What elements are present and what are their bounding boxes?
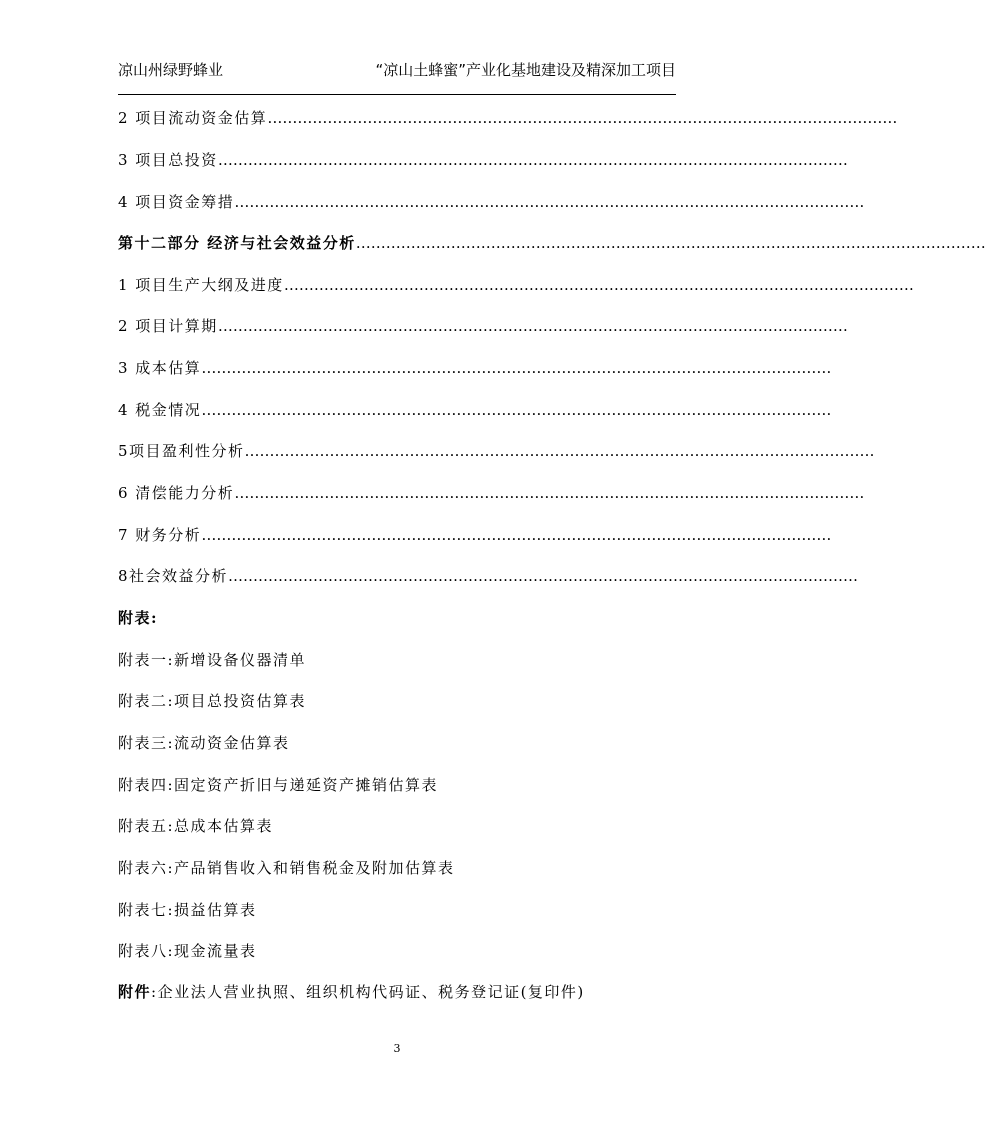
- page-header: [118, 56, 676, 95]
- appendix-item[interactable]: 附表三:流动资金估算表: [118, 734, 290, 752]
- appendix-item[interactable]: 附表八:现金流量表: [118, 942, 257, 960]
- toc-entry[interactable]: [118, 148, 848, 172]
- toc-entry[interactable]: [118, 481, 865, 505]
- toc-leader-dots: ………………………………………………………………………………………………………………: [244, 442, 875, 460]
- toc-entry-title: 8社会效益分析: [118, 567, 229, 585]
- appendix-item[interactable]: 附表四:固定资产折旧与递延资产摊销估算表: [118, 776, 439, 794]
- toc-entry-title: 7 财务分析: [118, 526, 202, 544]
- header-project-title: “凉山土蜂蜜”产业化基地建设及精深加工项目: [375, 61, 676, 79]
- toc-leader-dots: ………………………………………………………………………………………………………………: [355, 234, 986, 252]
- appendix-item[interactable]: 附表六:产品销售收入和销售税金及附加估算表: [118, 859, 455, 877]
- toc-leader-dots: ………………………………………………………………………………………………………………: [217, 317, 848, 335]
- toc-leader-dots: ………………………………………………………………………………………………………………: [267, 109, 898, 127]
- attachment-label: 附件: [118, 983, 152, 1001]
- toc-section-entry[interactable]: [118, 231, 986, 255]
- toc-leader-dots: ………………………………………………………………………………………………………………: [201, 359, 832, 377]
- toc-entry[interactable]: [118, 439, 875, 463]
- attachment-text: :企业法人营业执照、组织机构代码证、税务登记证(复印件): [151, 983, 585, 1001]
- toc-entry[interactable]: [118, 564, 859, 588]
- toc-entry[interactable]: [118, 356, 832, 380]
- toc-entry-title: 2 项目计算期: [118, 317, 218, 335]
- page-number: 3: [393, 1042, 401, 1055]
- appendix-heading: 附表:: [118, 609, 159, 627]
- toc-leader-dots: ………………………………………………………………………………………………………………: [234, 484, 865, 502]
- toc-entry-title: 4 税金情况: [118, 401, 202, 419]
- toc-leader-dots: ………………………………………………………………………………………………………………: [217, 151, 848, 169]
- appendix-item[interactable]: 附表一:新增设备仪器清单: [118, 651, 307, 669]
- header-company-name: 凉山州绿野蜂业: [118, 61, 224, 79]
- toc-entry-title: 3 项目总投资: [118, 151, 218, 169]
- toc-section-title: 第十二部分 经济与社会效益分析: [118, 234, 356, 252]
- toc-entry[interactable]: [118, 398, 832, 422]
- toc-entry-title: 1 项目生产大纲及进度: [118, 276, 284, 294]
- appendix-item[interactable]: 附表七:损益估算表: [118, 901, 257, 919]
- toc-entry-title: 4 项目资金筹措: [118, 193, 235, 211]
- toc-entry[interactable]: [118, 190, 865, 214]
- toc-entry-title: 2 项目流动资金估算: [118, 109, 268, 127]
- toc-entry[interactable]: [118, 273, 914, 297]
- toc-entry-title: 6 清偿能力分析: [118, 484, 235, 502]
- toc-leader-dots: ………………………………………………………………………………………………………………: [201, 401, 832, 419]
- toc-leader-dots: ………………………………………………………………………………………………………………: [201, 526, 832, 544]
- toc-entry[interactable]: [118, 314, 848, 338]
- attachment-line: [118, 980, 585, 1004]
- toc-entry[interactable]: [118, 106, 898, 130]
- toc-entry[interactable]: [118, 523, 832, 547]
- appendix-item[interactable]: 附表五:总成本估算表: [118, 817, 274, 835]
- toc-leader-dots: ………………………………………………………………………………………………………………: [234, 193, 865, 211]
- toc-entry-title: 3 成本估算: [118, 359, 202, 377]
- appendix-item[interactable]: 附表二:项目总投资估算表: [118, 692, 307, 710]
- toc-leader-dots: ………………………………………………………………………………………………………………: [228, 567, 859, 585]
- toc-leader-dots: ………………………………………………………………………………………………………………: [283, 276, 914, 294]
- toc-entry-title: 5项目盈利性分析: [118, 442, 245, 460]
